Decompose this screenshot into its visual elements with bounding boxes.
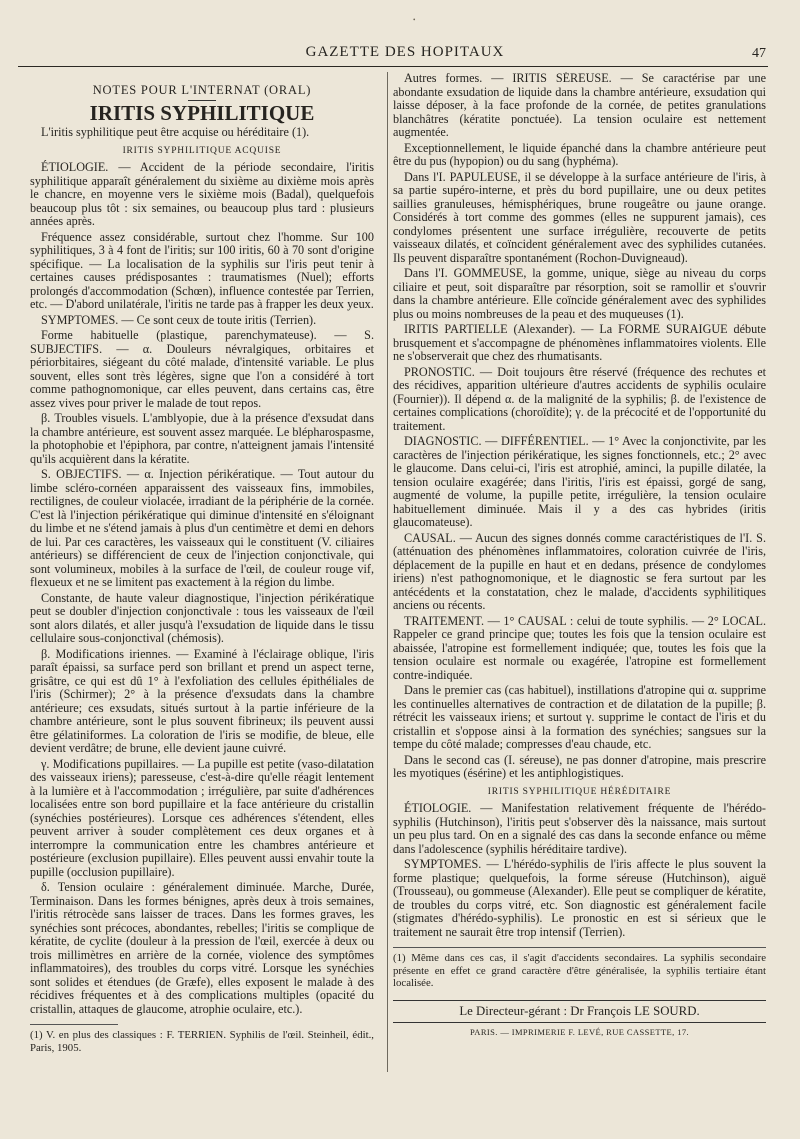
header-rule [18,66,768,67]
right-fn-15: (1) Même dans ces cas, il s'agit d'accidents secondaires. La syphilis secondaire présente en effet ce grand caractère d'être généralisée, la syphilis tertiaire étant localisée. [393,952,766,989]
left-section-0: NOTES POUR L'INTERNAT (ORAL) [92,83,312,97]
left-p-4: ÉTIOLOGIE. — Accident de la période secondaire, l'iritis syphilitique apparaît généralement du sixième au dixième mois après le chancre, en moyenne vers le sixième mois (Badal), quelquefois beaucoup plus tôt : six semaines, ou beaucoup plus tard : plusieurs années après. [30,160,374,228]
left-p-5: Fréquence assez considérable, surtout chez l'homme. Sur 100 syphilitiques, 3 à 4 font de l'iritis; sur 100 iritis, 60 à 70 sont d'origine spécifique. — La localisation de la syphilis sur l'iris peut tenir à certaines causes prédisposantes : traumatismes (Nuel); efforts prolongés d'accommodation (Schœn), influence contestée par Terrien, etc. — D'abord unilatérale, l'iritis ne tarde pas à frapper les deux yeux. [30,229,374,311]
right-p-4: IRITIS PARTIELLE (Alexander). — La FORME SURAIGUE débute brusquement et s'accompagne de phénomènes inflammatoires violents. Elle ne s'observerait que chez des rhumatisants. [393,322,766,363]
left-p-13: δ. Tension oculaire : généralement diminuée. Marche, Durée, Terminaison. Dans les formes bénignes, après deux à trois semaines, l'iritis rétrocède sans laisser de traces. Dans les formes graves, les synéchies sont précoces, abondantes, rebelles; l'iritis se complique de kératite, de cyclite (douleur à la pression de l'œil, exercée à deux ou trois millimètres en arrière de la cornée, violence des symptômes inflammatoires), des troubles du corps vitré. Lorsque les synéchies sont solides et étendues (de Græfe), elles exposent le malade à des récidives fréquentes et à des complications multiples (opacité du cristallin, attaques de glaucome, atrophie oculaire, etc.). [30,880,374,1016]
column-separator [387,72,388,1072]
top-mark: • [413,16,416,24]
right-p-9: Dans le premier cas (cas habituel), instillations d'atropine qui α. supprime les continuelles alternatives de contraction et de dilatation de la pupille; β. rétrécit les vaisseaux iriens; et surtout γ. supprime le contact de l'iris et du cristallin et s'oppose ainsi à la formation des synéchies; sangsues sur la tempe du côté malade; compresses d'eau chaude, etc. [393,683,766,751]
right-rule-14 [393,947,766,948]
left-p-2: L'iritis syphilitique peut être acquise ou héréditaire (1). [41,125,310,139]
right-column [393,72,766,1113]
right-p-8: TRAITEMENT. — 1° CAUSAL : celui de toute syphilis. — 2° LOCAL. Rappeler ce grand principe que; toutes les fois que la tension oculaire est abaissée, l'atropine est formellement indiquée; que, toutes les fois que la tension oculaire est normale ou exagérée, l'atropine est formellement contre-indiquée. [393,613,766,682]
right-gerant-16: Le Directeur-gérant : Dr François LE SOURD. [393,1000,766,1024]
right-p-3: Dans l'I. GOMMEUSE, la gomme, unique, siège au niveau du corps ciliaire et peut, soit disparaître par résorption, soit se ramollir et s'ouvrir dans la chambre antérieure. Elle coïncide généralement avec des syphilides plus ou moins nombreuses de la peau et des muqueuses (1). [393,266,766,321]
left-sub-3: IRITIS SYPHILITIQUE ACQUISE [122,145,282,156]
left-p-11: β. Modifications iriennes. — Examiné à l'éclairage oblique, l'iris paraît épaissi, sa surface perd son brillant et prend un aspect terne, grisâtre, ce qui est dû 1° à l'exfoliation des cellules épithéliales de l'iris (Schirmer); 2° à la présence d'exsudats dans la chambre antérieure; ces exsudats, situés surtout à la partie inférieure de la chambre antérieure, sont le plus souvent fibrineux; ils peuvent aussi être gélatiniformes. La coloration de l'iris se modifie, de bleue, elle devient verdâtre; de brune, elle devient jaune cuivré. [30,646,374,755]
right-p-13: SYMPTOMES. — L'hérédo-syphilis de l'iris affecte le plus souvent la forme plastique; quelquefois, la forme séreuse (Hutchinson), aiguë (Trousseau), ou gommeuse (Alexander). Elle peut se compliquer de kératite, de troubles du corps vitré, etc. Son diagnostic est généralement facile (stigmates d'hérédo-syphilis). Le pronostic en est si sérieux que le traitement ne saurait être trop intensif (Terrien). [393,857,766,939]
page-number: 47 [752,46,766,61]
right-p-1: Exceptionnellement, le liquide épanché dans la chambre antérieure peut être du pus (hypopion) ou du sang (hyphéma). [393,140,766,168]
right-p-0: Autres formes. — IRITIS SÉREUSE. — Se caractérise par une abondante exsudation de liquide dans la chambre antérieure, exsudation qui laisse déposer, à la face profonde de la cornée, de petites granulations blanchâtres (kératite ponctuée). La tension oculaire est nettement augmentée. [393,72,766,139]
right-p-7: CAUSAL. — Aucun des signes donnés comme caractéristiques de l'I. S. (atténuation des phénomènes inflammatoires, coloration cuivrée de l'iris, déplacement de la pupille en haut et en dedans, présence de condylomes iriens) n'est pathognomonique, et le diagnostic se fera surtout par les antécédents et la constatation, chez le malade, d'accidents syphilitiques anciens ou récents. [393,530,766,612]
left-fn-15: (1) V. en plus des classiques : F. TERRIEN. Syphilis de l'œil. Steinheil, édit., Paris, 1905. [30,1029,374,1054]
right-imp-17: PARIS. — IMPRIMERIE F. LEVÉ, RUE CASSETTE, 17. [469,1027,690,1037]
left-p-10: Constante, de haute valeur diagnostique, l'injection périkératique peut se doubler d'injection conjonctivale : tous les vaisseaux de l'œil sont alors dilatés, et aller jusqu'à l'exsudation de liquide dans le tissu cellulaire sous-conjonctival (chémosis). [30,590,374,645]
right-sub-11: IRITIS SYPHILITIQUE HÉRÉDITAIRE [487,786,672,797]
journal-title: GAZETTE DES HOPITAUX [305,44,505,60]
right-p-6: DIAGNOSTIC. — DIFFÉRENTIEL. — 1° Avec la conjonctivite, par les caractères de l'injection périkératique, les signes fonctionnels, etc.; 2° avec le glaucome. Dans celui-ci, l'iris est atrophié, aminci, la pupille dilatée, la tension oculaire exagérée; dans l'iritis, l'iris est épaissi, gorgé de sang, augmenté de volume, la pupille petite, irrégulière, la tension oculaire habituellement diminuée. Mais il y a des cas hybrides (iritis glaucomateuse). [393,434,766,529]
left-p-6: SYMPTOMES. — Ce sont ceux de toute iritis (Terrien). [41,312,317,327]
left-column [30,72,374,1113]
left-p-12: γ. Modifications pupillaires. — La pupille est petite (vaso-dilatation des vaisseaux iriens); paresseuse, c'est-à-dire qu'elle réagit lentement à la lumière et à l'accommodation ; irrégulière, par suite d'adhérences localisées entre son bord pupillaire et la face antérieure du cristallin (synéchies postérieures). Lorsque ces adhérences s'étendent, elles peuvent arriver à souder complètement ces deux organes et à interrompre la communication entre les chambres antérieure et postérieure (exclusion pupillaire). Elles peuvent aussi envahir toute la pupille (occlusion pupillaire). [30,756,374,879]
right-p-12: ÉTIOLOGIE. — Manifestation relativement fréquente de l'hérédo-syphilis (Hutchinson), l'iritis peut s'observer dès la naissance, mais surtout un peu plus tard. On en a signalé des cas dans la seconde enfance ou même dans l'adolescence (syphilis héréditaire tardive). [393,801,766,856]
right-p-2: Dans l'I. PAPULEUSE, il se développe à la surface antérieure de l'iris, à sa partie supéro-interne, et près du bord pupillaire, une ou deux petites saillies granuleuses, hémisphériques, brune rougeâtre ou jaune orange. Considérés à tort comme des gommes (elles ne suppurent jamais), ces condylomes présentent une surface irrégulière, recouverte de petits vaisseaux dilatés, et coïncident généralement avec des syphilides cutanées. Ils peuvent disparaître spontanément (Rochon-Duvigneaud). [393,169,766,265]
right-p-10: Dans le second cas (I. séreuse), ne pas donner d'atropine, mais prescrire les myotiques (ésérine) et les antiphlogistiques. [393,752,766,780]
left-p-7: Forme habituelle (plastique, parenchymateuse). — S. SUBJECTIFS. — α. Douleurs névralgiques, orbitaires et périorbitaires, siégeant du côté malade, d'intensité variable. Le plus souvent, elles sont très légères, signe que l'on a considéré à tort comme pathognomonique, car elles peuvent, dans certains cas, être assez vives pour priver le malade de tout repos. [30,328,374,410]
left-p-8: β. Troubles visuels. L'amblyopie, due à la présence d'exsudat dans la chambre antérieure, est souvent assez marquée. Le blépharospasme, la photophobie et l'épiphora, par contre, n'atteignent jamais l'intensité qu'ils acquièrent dans la kératite. [30,411,374,466]
right-p-5: PRONOSTIC. — Doit toujours être réservé (fréquence des rechutes et des récidives, apparition ultérieure d'autres accidents de syphilis oculaire (Fournier)). Il dépend α. de la malignité de la syphilis; β. de l'existence de certaines complications (choroïdite); γ. de la précocité et de l'opportunité du traitement. [393,364,766,433]
left-fnrule-14 [30,1024,118,1025]
left-p-9: S. OBJECTIFS. — α. Injection périkératique. — Tout autour du limbe scléro-cornéen apparaissent des vaisseaux fins, immobiles, rectilignes, de couleur violacée, irradiant de la périphérie de la cornée. C'est là l'injection périkératique qui diminue d'intensité en s'éloignant du limbe et ne s'étend jamais à plus d'un centimètre et demi en dehors de lui. Par ces caractères, les vaisseaux qui le constituent (V. ciliaires antérieurs) se différencient de ceux de l'injection conjonctivale, qui sont volumineux, mobiles à la surface de l'œil, de couleur rouge vif, flexueux et ne se limitent pas exactement à la région du limbe. [30,467,374,589]
left-title-1: IRITIS SYPHILITIQUE [89,100,315,125]
